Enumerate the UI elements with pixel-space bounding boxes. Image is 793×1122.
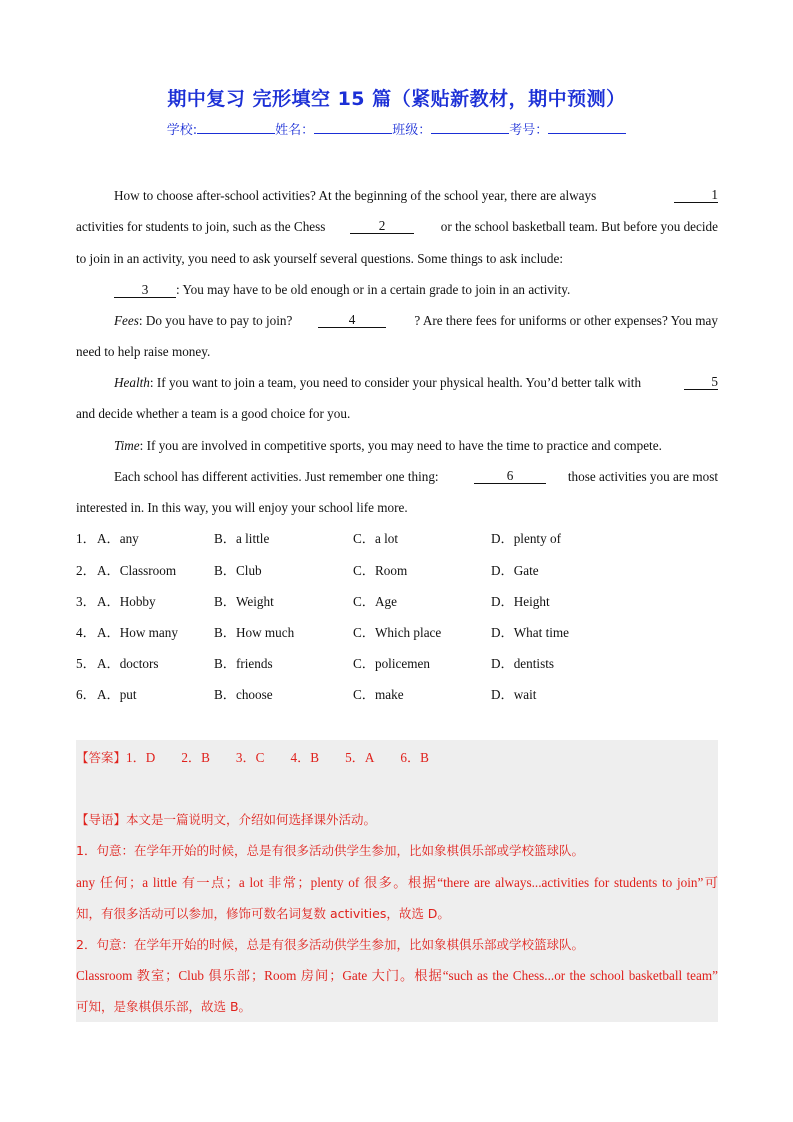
- option-a: A．put: [97, 687, 137, 702]
- passage-text: How to choose after-school activities? At the beginning of the school year, there are always: [114, 188, 597, 203]
- answer-item: 5．A: [345, 750, 375, 765]
- answer-item: 4．B: [290, 750, 320, 765]
- question-number: 2．: [76, 563, 96, 578]
- explanation-2-line-a: Classroom 教室；Club 俱乐部；Room 房间；Gate 大门。根据“such as the Chess...or the school basketball team”: [76, 968, 718, 983]
- class-label: 班级：: [392, 123, 432, 138]
- option-b: B．Club: [214, 563, 262, 578]
- school-label: 学校:: [166, 123, 198, 138]
- answer-key: [76, 749, 429, 767]
- option-d: D．dentists: [491, 656, 555, 671]
- option-c: C．Which place: [353, 625, 442, 640]
- option-d: D．What time: [491, 625, 570, 640]
- option-d: D．wait: [491, 687, 537, 702]
- blank-1: 1: [674, 187, 718, 203]
- passage-text: those activities you are most: [567, 469, 718, 484]
- explanation-2-sentence: 2．句意：在学年开始的时候，总是有很多活动供学生参加，比如象棋俱乐部或学校篮球队。: [76, 937, 584, 952]
- option-b: B．a little: [214, 531, 270, 546]
- passage-line-3: to join in an activity, you need to ask yourself several questions. Some things to ask include:: [76, 251, 563, 266]
- passage-line-9: [114, 437, 718, 455]
- passage-text: : If you are involved in competitive sports, you may need to have the time to practice and compete.: [139, 438, 662, 453]
- option-a: A．Classroom: [97, 563, 177, 578]
- option-c: C．make: [353, 687, 404, 702]
- passage-line-11: interested in. In this way, you will enjoy your school life more.: [76, 500, 408, 515]
- option-a: A．doctors: [97, 656, 159, 671]
- explanation-1-line-b: 知，有很多活动可以参加，修饰可数名词复数 activities，故选 D。: [76, 906, 450, 921]
- option-d: D．Gate: [491, 563, 539, 578]
- answer-item: 2．B: [181, 750, 210, 765]
- guide-text: 【导语】本文是一篇说明文，介绍如何选择课外活动。: [76, 812, 377, 827]
- fees-label: Fees: [114, 313, 139, 328]
- question-number: 6．: [76, 687, 96, 702]
- explanation-1-sentence: 1．句意：在学年开始的时候，总是有很多活动供学生参加，比如象棋俱乐部或学校篮球队。: [76, 843, 584, 858]
- option-c: C．Room: [353, 563, 408, 578]
- name-blank: [314, 121, 392, 134]
- name-label: 姓名：: [275, 123, 315, 138]
- blank-5: 5: [684, 374, 718, 390]
- answer-label: 【答案】: [76, 750, 127, 765]
- answer-item: 1．D: [126, 750, 156, 765]
- passage-text: ? Are there fees for uniforms or other expenses? You may: [414, 313, 718, 328]
- answer-item: 3．C: [235, 750, 265, 765]
- option-d: D．plenty of: [491, 531, 561, 546]
- option-d: D．Height: [491, 594, 550, 609]
- passage-text: or the school basketball team. But before you decide: [440, 219, 718, 234]
- blank-4: 4: [318, 312, 386, 328]
- passage-line-8: and decide whether a team is a good choice for you.: [76, 406, 351, 421]
- class-blank: [431, 121, 509, 134]
- question-number: 4．: [76, 625, 96, 640]
- question-number: 5．: [76, 656, 96, 671]
- option-a: A．Hobby: [97, 594, 156, 609]
- explanation-1-line-a: any 任何；a little 有一点；a lot 非常；plenty of 很多。根据“there are always...activities for students to join”可: [76, 875, 718, 890]
- passage-text: : You may have to be old enough or in a certain grade to join in an activity.: [176, 282, 571, 297]
- blank-2: 2: [350, 218, 414, 234]
- passage-text: Each school has different activities. Just remember one thing:: [114, 469, 439, 484]
- exam-no-blank: [548, 121, 626, 134]
- option-b: B．How much: [214, 625, 295, 640]
- passage-text: activities for students to join, such as the Chess: [76, 219, 326, 234]
- time-label: Time: [114, 438, 140, 453]
- student-info-line: [0, 119, 793, 138]
- option-a: A．any: [97, 531, 139, 546]
- blank-3: 3: [114, 282, 176, 298]
- health-label: Health: [114, 375, 150, 390]
- option-b: B．choose: [214, 687, 273, 702]
- passage-line-4: [114, 281, 718, 299]
- passage-text: [114, 374, 641, 392]
- question-number: 3．: [76, 594, 96, 609]
- option-c: C．policemen: [353, 656, 430, 671]
- passage-text: : Do you have to pay to join?: [138, 313, 293, 328]
- explanation-2-line-b: 可知，是象棋俱乐部，故选 B。: [76, 999, 252, 1014]
- answer-item: 6．B: [400, 750, 429, 765]
- passage-text: : If you want to join a team, you need to consider your physical health. You’d better talk with: [149, 375, 642, 390]
- page-title: 期中复习 完形填空 15 篇（紧贴新教材，期中预测）: [167, 88, 626, 110]
- school-blank: [197, 121, 275, 134]
- option-c: C．Age: [353, 594, 397, 609]
- option-b: B．friends: [214, 656, 273, 671]
- option-a: A．How many: [97, 625, 178, 640]
- passage-text: [114, 312, 292, 330]
- question-number: 1．: [76, 531, 96, 546]
- blank-6: 6: [474, 468, 546, 484]
- option-c: C．a lot: [353, 531, 399, 546]
- exam-no-label: 考号：: [509, 123, 549, 138]
- passage-line-6: need to help raise money.: [76, 344, 211, 359]
- option-b: B．Weight: [214, 594, 274, 609]
